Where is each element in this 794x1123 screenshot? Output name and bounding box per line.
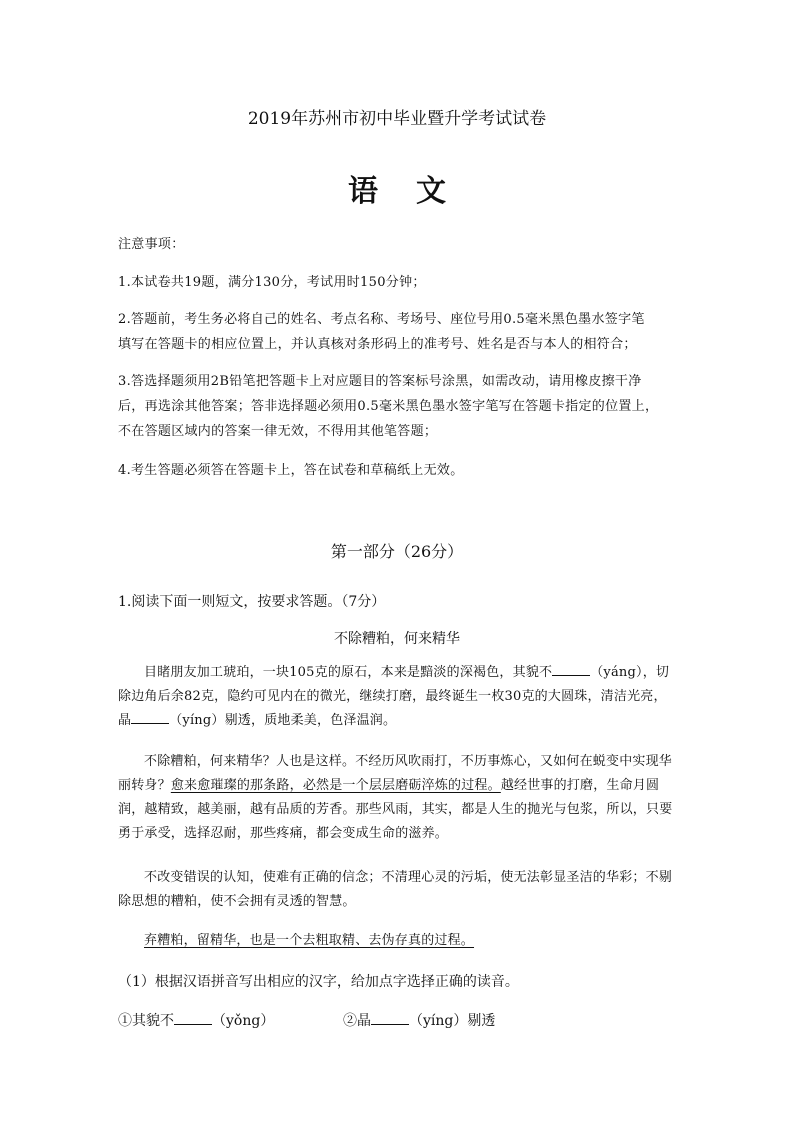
underlined-sentence-2: 弃糟粕，留精华，也是一个去粗取精、去伪存真的过程。 [144,933,475,948]
notice-item-3-line-3: 不在答题区域内的答案一律无效，不得用其他笔答题； [118,424,438,439]
subject-title [0,166,794,210]
underlined-sentence: 愈来愈璀璨的那条路，必然是一个层层磨砺淬炼的过程。 [170,778,501,793]
passage-paragraph-2: 不除糟粕，何来精华？人也是这样。不经历风吹雨打，不历事炼心，又如何在蜕变中实现华丽转身？愈来愈璀璨的那条路，必然是一个层层磨砺淬炼的过程。越经世事的打磨，生命月圆润，越精致，越美丽，越有品质的芳香。那些风雨，其实，都是人生的抛光与包浆，所以，只要勇于承受，选择忍耐，那些疼痛，都会变成生命的滋养。 [118,754,673,841]
passage-title: 不除糟粕，何来精华 [334,631,460,647]
notice-item-3-line-1: 3.答选择题须用2B铅笔把答题卡上对应题目的答案标号涂黑，如需改动，请用橡皮擦干净 [118,374,642,389]
sub-question-1-prompt: （1）根据汉语拼音写出相应的汉字，给加点字选择正确的读音。 [118,974,519,990]
subject-char-1: 语 [348,174,378,209]
passage-paragraph-3: 不改变错误的认知，使难有正确的信念；不清理心灵的污垢，使无法彰显圣洁的华彩；不剔除思想的糟粕，使不会拥有灵透的智慧。 [118,870,673,909]
notice-item-2-line-2: 填写在答题卡的相应位置上，并认真核对条形码上的准考号、姓名是否与本人的相符合； [118,337,637,352]
notice-item-3-line-2: 后，再选涂其他答案；答非选择题必须用0.5毫米黑色墨水签字笔写在答题卡指定的位置上， [118,399,659,414]
answer-blank-2[interactable] [131,711,169,724]
notice-heading: 注意事项： [118,237,185,252]
answer-blank-1[interactable] [552,663,590,676]
notice-item-1: 1.本试卷共19题，满分130分，考试用时150分钟； [118,275,426,290]
answer-blank-3[interactable] [174,1012,212,1025]
sub-question-1-item-1: ①其貌不 （yǒng） [118,1013,275,1029]
notice-item-2-line-1: 2.答题前，考生务必将自己的姓名、考点名称、考场号、座位号用0.5毫米黑色墨水签字笔 [118,312,645,327]
section-title: 第一部分（26分） [330,542,464,561]
subject-char-2: 文 [416,174,446,209]
exam-title: 2019年苏州市初中毕业暨升学考试试卷 [247,109,547,129]
passage-paragraph-1: 目睹朋友加工琥珀，一块105克的原石，本来是黯淡的深褐色，其貌不 （yáng），切除边角后余82克，隐约可见内在的微光，继续打磨，最终诞生一枚30克的大圆珠，清洁光亮，晶 （yíng）剔透，质地柔美，色泽温润。 [118,665,670,728]
sub-question-1-item-2: ②晶 （yíng）剔透 [343,1013,496,1029]
notice-item-4: 4.考生答题必须答在答题卡上，答在试卷和草稿纸上无效。 [118,463,464,478]
passage-paragraph-4 [118,929,678,953]
question-1-prompt: 1.阅读下面一则短文，按要求答题。（7分） [118,594,386,610]
answer-blank-4[interactable] [371,1012,409,1025]
